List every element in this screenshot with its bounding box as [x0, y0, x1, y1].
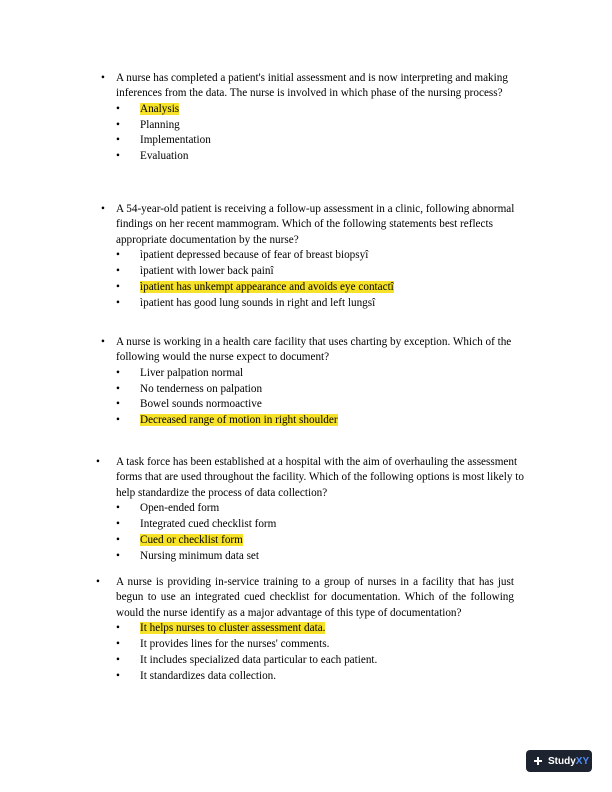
answer-option: • It provides lines for the nurses' comments.: [116, 638, 330, 651]
question-5: [96, 575, 514, 684]
question-bullet: •: [96, 576, 100, 588]
answer-text: It helps nurses to cluster assessment data.: [140, 622, 326, 635]
question-text: A nurse has completed a patient's initial assessment and is now interpreting and making inferences from the data. The nurse is involved in which phase of the nursing process?: [116, 72, 508, 100]
answer-option: • Open-ended form: [116, 502, 220, 515]
answer-option: • Cued or checklist form: [116, 533, 243, 546]
answer-text: It standardizes data collection.: [140, 669, 277, 682]
answer-text: Analysis: [140, 102, 180, 115]
answer-text: ìpatient has good lung sounds in right and left lungsî: [140, 296, 376, 309]
answer-option: • Planning: [116, 118, 180, 131]
answer-text: It provides lines for the nurses' comments.: [140, 638, 330, 651]
answer-options: [116, 501, 534, 564]
answer-options: [116, 621, 514, 684]
answer-text: Open-ended form: [140, 502, 220, 515]
question-2: [101, 202, 528, 311]
answer-option: • Implementation: [116, 134, 211, 147]
answer-option: • Bowel sounds normoactive: [116, 398, 262, 411]
answer-text: ìpatient with lower back painî: [140, 265, 274, 278]
answer-options: [116, 102, 508, 165]
studyxy-badge[interactable]: [526, 750, 592, 772]
question-text: A nurse is providing in-service training to a group of nurses in a facility that has just begun to use an integrated cued checklist for documentation. Which of the following would the nurse identify as a major advantage of this type of documentation?: [116, 576, 514, 619]
question-bullet: •: [96, 456, 100, 468]
answer-text: Decreased range of motion in right shoulder: [140, 414, 338, 427]
answer-text: Evaluation: [140, 150, 189, 163]
question-text: A 54-year-old patient is receiving a follow-up assessment in a clinic, following abnormal findings on her recent mammogram. Which of the following statements best reflects appropriate documentation by the nurse?: [116, 203, 515, 246]
question-bullet: •: [101, 72, 105, 84]
question-4: [96, 455, 534, 564]
answer-text: ìpatient has unkempt appearance and avoids eye contactî: [140, 280, 394, 293]
answer-text: No tenderness on palpation: [140, 382, 263, 395]
answer-option: • It includes specialized data particular to each patient.: [116, 653, 378, 666]
brand-suffix: XY: [575, 755, 590, 767]
answer-options: [116, 366, 526, 429]
answer-text: ìpatient depressed because of fear of breast biopsyî: [140, 249, 369, 262]
question-text: A nurse is working in a health care facility that uses charting by exception. Which of the following would the nurse expect to document?: [116, 336, 512, 364]
question-bullet: •: [101, 203, 105, 215]
answer-option: • ìpatient with lower back painî: [116, 265, 274, 278]
answer-option: • It standardizes data collection.: [116, 669, 277, 682]
answer-text: Liver palpation normal: [140, 366, 244, 379]
plus-icon: [534, 757, 542, 765]
answer-option: • It helps nurses to cluster assessment data.: [116, 622, 326, 635]
answer-option: • No tenderness on palpation: [116, 382, 263, 395]
answer-text: Implementation: [140, 134, 211, 147]
answer-option: • ìpatient depressed because of fear of breast biopsyî: [116, 249, 369, 262]
answer-option: • ìpatient has good lung sounds in right and left lungsî: [116, 296, 376, 309]
answer-text: It includes specialized data particular to each patient.: [140, 653, 378, 666]
answer-option: • Evaluation: [116, 150, 189, 163]
question-bullet: •: [101, 336, 105, 348]
answer-option: • Decreased range of motion in right shoulder: [116, 414, 338, 427]
answer-option: • Liver palpation normal: [116, 366, 244, 379]
brand-prefix: Study: [548, 755, 576, 767]
answer-text: Nursing minimum data set: [140, 549, 260, 562]
answer-option: • Analysis: [116, 102, 180, 115]
answer-option: • Nursing minimum data set: [116, 549, 260, 562]
answer-text: Integrated cued checklist form: [140, 518, 277, 531]
answer-option: • ìpatient has unkempt appearance and avoids eye contactî: [116, 280, 394, 293]
question-text: A task force has been established at a hospital with the aim of overhauling the assessment forms that are used throughout the facility. Which of the following options is most likely to help standardize the process of data collection?: [116, 456, 524, 499]
answer-text: Planning: [140, 118, 180, 131]
question-3: [101, 335, 526, 429]
answer-text: Cued or checklist form: [140, 533, 243, 546]
answer-options: [116, 248, 528, 311]
answer-text: Bowel sounds normoactive: [140, 398, 262, 411]
question-1: [101, 71, 508, 165]
answer-option: • Integrated cued checklist form: [116, 518, 277, 531]
